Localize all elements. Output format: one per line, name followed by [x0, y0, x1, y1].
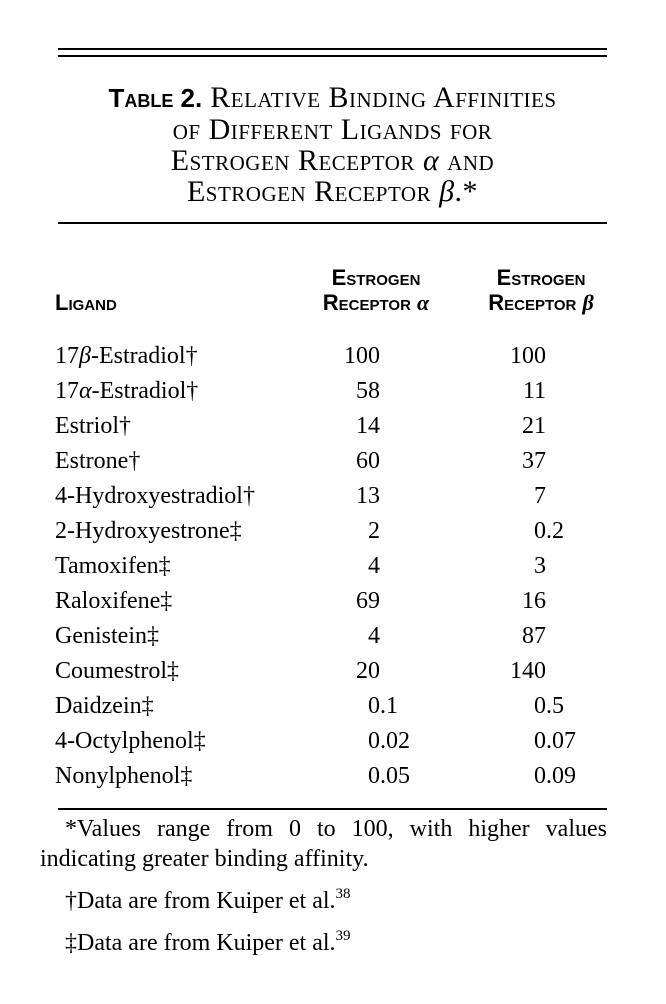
- footnote: ‡Data are from Kuiper et al.$^{39}$: [65, 928, 351, 956]
- beta-value: 7: [534, 483, 546, 509]
- ligand-cell: 17α-Estradiol†: [55, 378, 199, 404]
- footnotes: [40, 814, 607, 958]
- table-title-line-4: Estrogen Receptor β.*: [186, 175, 479, 208]
- beta-value: 0: [534, 518, 546, 544]
- column-header-receptor-alpha-line-1: Estrogen: [331, 265, 421, 290]
- greek-letter: α: [417, 290, 430, 315]
- footnote: *Values range from 0 to 100, with higher values indicating greater binding affinity.: [40, 816, 607, 872]
- ligand-cell: 4-Hydroxyestradiol†: [55, 483, 255, 509]
- column-header-receptor-alpha-line-2: Receptor α: [322, 290, 430, 315]
- beta-value: 16: [522, 588, 546, 614]
- greek-letter: α: [422, 144, 440, 177]
- table-row: [0, 514, 666, 549]
- alpha-value-fraction: .05: [380, 763, 410, 789]
- table-row: [0, 619, 666, 654]
- ligand-cell: Estrone†: [55, 448, 141, 474]
- bottom-rule: [58, 808, 607, 810]
- footnote-reference-number: 38: [335, 886, 351, 902]
- ligand-cell: Raloxifene‡: [55, 588, 173, 614]
- ligand-cell: 4-Octylphenol‡: [55, 728, 206, 754]
- title-separator-rule: [58, 222, 607, 224]
- beta-value: 0: [534, 763, 546, 789]
- table-row: [0, 444, 666, 479]
- alpha-value: 60: [356, 448, 380, 474]
- ligand-cell: Coumestrol‡: [55, 658, 179, 684]
- alpha-value: 0: [368, 763, 380, 789]
- table-row: [0, 339, 666, 374]
- top-rule-inner: [58, 55, 607, 57]
- greek-letter: β: [582, 290, 594, 315]
- beta-value-fraction: .5: [546, 693, 564, 719]
- alpha-value: 100: [344, 343, 380, 369]
- alpha-value: 2: [368, 518, 380, 544]
- beta-value: 21: [522, 413, 546, 439]
- greek-letter: α: [79, 378, 92, 404]
- alpha-value: 69: [356, 588, 380, 614]
- beta-value: 87: [522, 623, 546, 649]
- table-row: [0, 549, 666, 584]
- top-rule-outer: [58, 48, 607, 50]
- table-title: [58, 82, 607, 207]
- alpha-value: 20: [356, 658, 380, 684]
- table-title-line-1: [58, 82, 607, 114]
- beta-value: 140: [510, 658, 546, 684]
- table-row: [0, 409, 666, 444]
- table-title-text: Relative Binding Affinities: [210, 81, 557, 114]
- table-row: [0, 724, 666, 759]
- table-row: [0, 374, 666, 409]
- beta-value-fraction: .09: [546, 763, 576, 789]
- table-row: [0, 584, 666, 619]
- footnote-symbol: ‡: [65, 930, 77, 956]
- ligand-cell: 2-Hydroxyestrone‡: [55, 518, 242, 544]
- alpha-value: 0: [368, 728, 380, 754]
- table-row: [0, 759, 666, 794]
- beta-value: 0: [534, 728, 546, 754]
- alpha-value: 4: [368, 623, 380, 649]
- table-row: [0, 689, 666, 724]
- beta-value: 100: [510, 343, 546, 369]
- column-header-receptor-beta: [488, 265, 594, 315]
- footnote: †Data are from Kuiper et al.$^{38}$: [65, 886, 351, 914]
- alpha-value-fraction: .02: [380, 728, 410, 754]
- ligand-cell: 17β-Estradiol†: [55, 343, 198, 369]
- ligand-cell: Estriol†: [55, 413, 131, 439]
- table-title-line-3: Estrogen Receptor α and: [170, 144, 495, 177]
- table-number-label: Table 2.: [108, 83, 203, 113]
- beta-value: 11: [522, 378, 546, 404]
- table-body: [0, 339, 666, 794]
- ligand-cell: Genistein‡: [55, 623, 159, 649]
- alpha-value: 14: [356, 413, 380, 439]
- beta-value-fraction: .07: [546, 728, 576, 754]
- alpha-value: 4: [368, 553, 380, 579]
- beta-value: 0: [534, 693, 546, 719]
- alpha-value-fraction: .1: [380, 693, 398, 719]
- table-row: [0, 654, 666, 689]
- table-title-line-2: of Different Ligands for: [172, 113, 493, 146]
- footnote-symbol: *: [65, 816, 77, 842]
- greek-letter: β: [439, 175, 455, 208]
- ligand-cell: Tamoxifen‡: [55, 553, 171, 579]
- beta-value-fraction: .2: [546, 518, 564, 544]
- column-header-receptor-beta-line-1: Estrogen: [496, 265, 586, 290]
- footnote-symbol: †: [65, 888, 77, 914]
- alpha-value: 58: [356, 378, 380, 404]
- ligand-cell: Nonylphenol‡: [55, 763, 193, 789]
- column-header-receptor-alpha: [323, 265, 429, 315]
- ligand-cell: Daidzein‡: [55, 693, 154, 719]
- greek-letter: β: [79, 343, 91, 369]
- column-header-ligand: Ligand: [55, 290, 117, 315]
- beta-value: 3: [534, 553, 546, 579]
- beta-value: 37: [522, 448, 546, 474]
- alpha-value: 0: [368, 693, 380, 719]
- footnote-reference-number: 39: [335, 928, 351, 944]
- column-header-receptor-beta-line-2: Receptor β: [488, 290, 594, 315]
- alpha-value: 13: [356, 483, 380, 509]
- table-row: [0, 479, 666, 514]
